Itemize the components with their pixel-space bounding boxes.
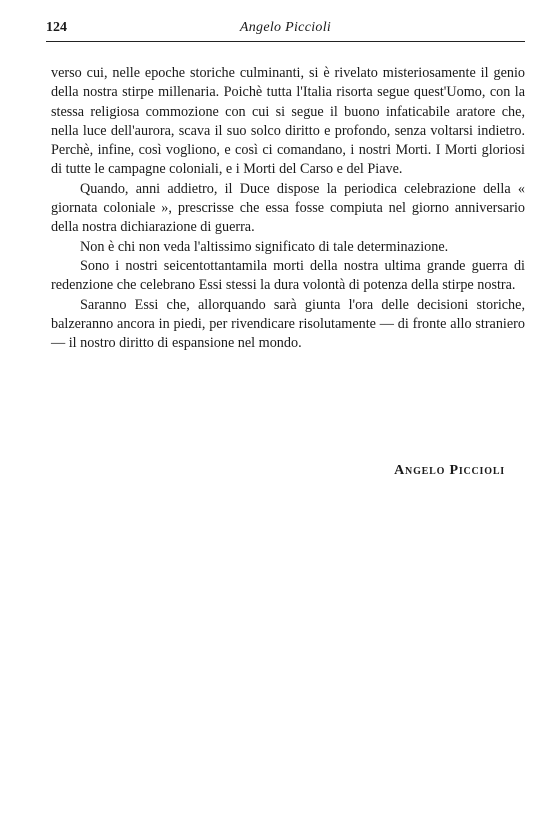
header-rule	[46, 41, 525, 42]
body-text	[51, 64, 525, 353]
paragraph: Quando, anni addietro, il Duce dispose la periodica celebrazione della « giornata coloniale », prescrisse che essa fosse compiuta nel giorno anniversario della nostra dichiarazione di guerra.	[51, 180, 525, 236]
page-number: 124	[46, 20, 67, 35]
author-signature: Angelo Piccioli	[394, 463, 505, 478]
running-head: Angelo Piccioli	[239, 20, 332, 35]
paragraph: Saranno Essi che, allorquando sarà giunta l'ora delle decisioni storiche, balzeranno ancora in piedi, per rivendicare risolutamente — di fronte allo straniero — il nostro diritto di espansione nel mondo.	[51, 296, 525, 352]
paragraph: Non è chi non veda l'altissimo significato di tale determinazione.	[80, 238, 449, 255]
paragraph-continuation: verso cui, nelle epoche storiche culminanti, si è rivelato misteriosamente il genio della nostra stirpe millenaria. Poichè tutta l'Italia risorta segue quest'Uomo, con la stessa religiosa commozione con cui si segue il buono infaticabile aratore che, nella luce dell'aurora, scava il suo solco diritto e profondo, senza voltarsi indietro. Perchè, infine, così vogliono, e così ci comandano, i nostri Morti. I Morti gloriosi di tutte le campagne coloniali, e i Morti del Carso e del Piave.	[51, 65, 525, 178]
paragraph: Sono i nostri seicentottantamila morti della nostra ultima grande guerra di redenzione che celebrano Essi stessi la dura volontà di potenza della stirpe nostra.	[51, 257, 525, 294]
page-header	[46, 16, 525, 38]
